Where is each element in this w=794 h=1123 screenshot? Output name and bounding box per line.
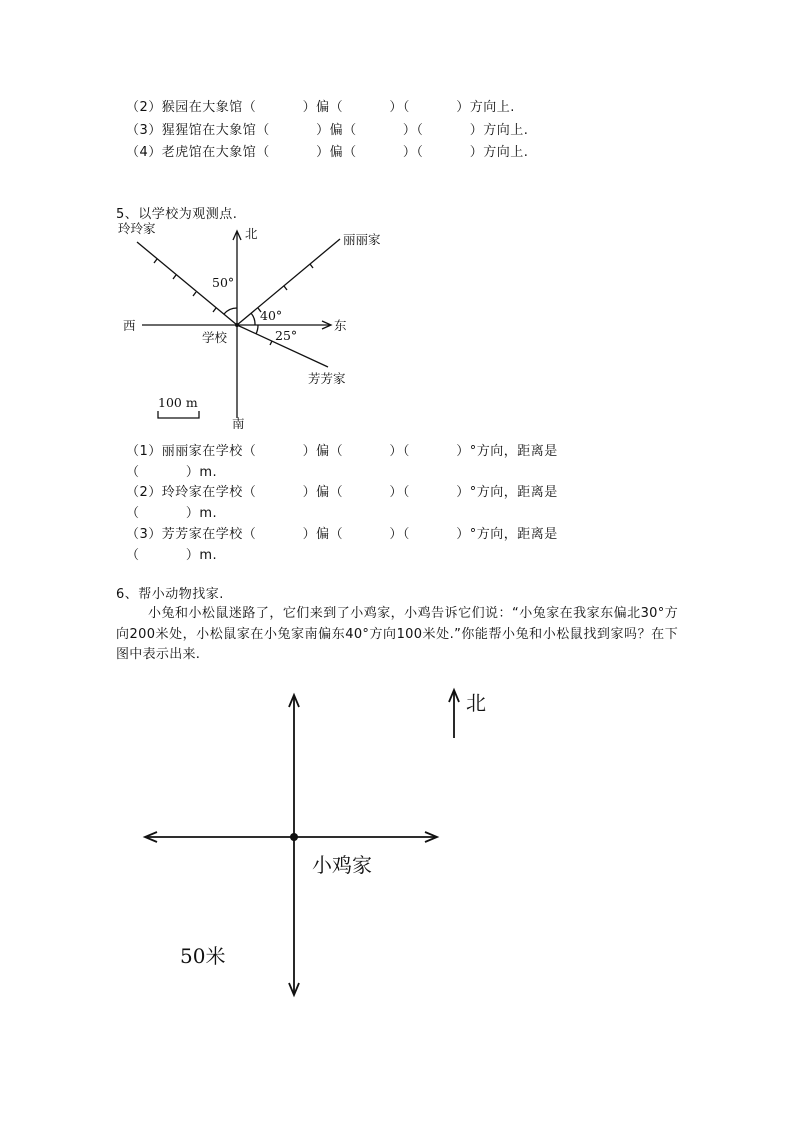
q6-label-center: 小鸡家: [312, 853, 372, 877]
q4-line-2: （2）猴园在大象馆（ ）偏（ ）（ ）方向上.: [126, 100, 515, 115]
q5-angle-50: 50°: [212, 275, 235, 290]
q6-paragraph: 小兔和小松鼠迷路了，它们来到了小鸡家，小鸡告诉它们说：“小兔家在我家东偏北30°方向200米处，小松鼠家在小兔家南偏东40°方向100米处.”你能帮小兔和小松鼠找到家吗？在下图中表示出来.: [116, 606, 678, 662]
q5-item-2: （2）玲玲家在学校（ ）偏（ ）（ ）°方向，距离是: [126, 485, 558, 500]
q5-label-west: 西: [123, 318, 136, 333]
q6-label-north: 北: [466, 691, 486, 715]
q5-label-lili: 丽丽家: [343, 232, 381, 247]
q4-line-4: （4）老虎馆在大象馆（ ）偏（ ）（ ）方向上.: [126, 145, 529, 160]
q5-item-2-cont: （ ）m.: [126, 506, 218, 521]
q5-item-1: （1）丽丽家在学校（ ）偏（ ）（ ）°方向，距离是: [126, 444, 558, 459]
q5-angle-40: 40°: [260, 308, 283, 323]
q5-label-south: 南: [232, 416, 245, 431]
q5-item-1-cont: （ ）m.: [126, 465, 218, 480]
q6-title: 6、帮小动物找家.: [116, 587, 224, 602]
q4-line-3: （3）猩猩馆在大象馆（ ）偏（ ）（ ）方向上.: [126, 123, 529, 138]
q5-label-north: 北: [245, 226, 258, 241]
q5-label-fangfang: 芳芳家: [308, 371, 346, 386]
q5-label-east: 东: [334, 318, 347, 333]
q5-scale-label: 100 m: [158, 395, 198, 410]
q5-label-school: 学校: [202, 330, 228, 345]
q5-label-lingling: 玲玲家: [118, 221, 156, 236]
q5-item-3: （3）芳芳家在学校（ ）偏（ ）（ ）°方向，距离是: [126, 527, 558, 542]
q5-angle-25: 25°: [275, 328, 298, 343]
q6-scale-label: 50米: [180, 944, 226, 968]
q5-title: 5、以学校为观测点.: [116, 207, 238, 222]
q5-item-3-cont: （ ）m.: [126, 548, 218, 563]
q6-center-dot: [290, 833, 298, 841]
